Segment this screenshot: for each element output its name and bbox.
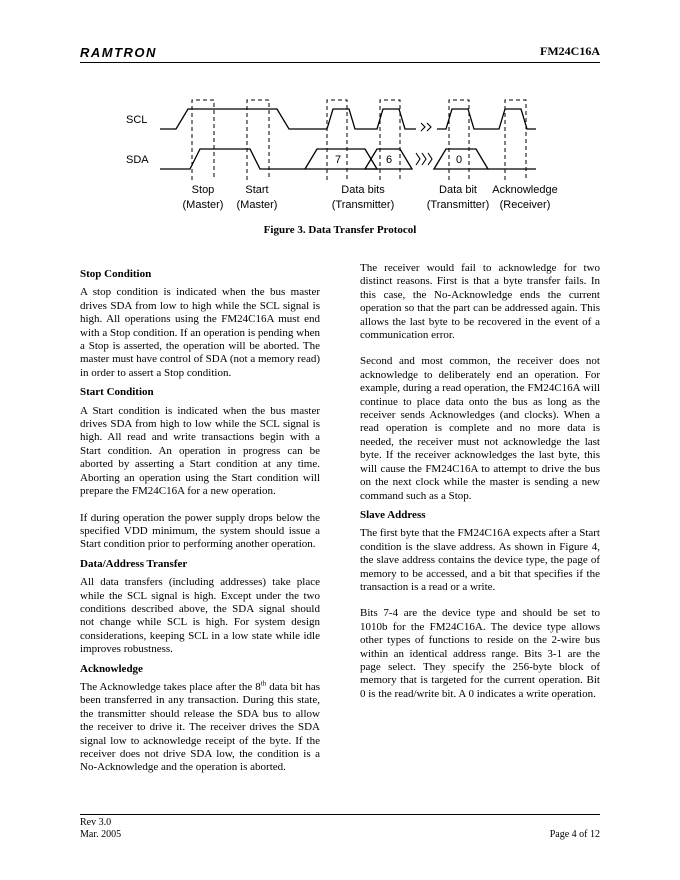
- sda-stop-start: [160, 149, 305, 169]
- databit-sublabel: (Transmitter): [426, 199, 490, 211]
- scl-break-mark: [421, 123, 425, 131]
- start-sublabel: (Master): [236, 199, 278, 211]
- power-supply-paragraph: If during operation the power supply drops below the specified VDD minimum, the system should issue a Start condition prior to performing another operation.: [80, 511, 320, 551]
- stop-condition-heading: Stop Condition: [80, 268, 152, 280]
- databit-label: Data bit: [439, 184, 477, 196]
- databit-guide: [449, 100, 469, 180]
- right-column: [360, 262, 600, 714]
- bit-6-label: 6: [385, 154, 393, 166]
- sda-break-mark: [416, 153, 420, 165]
- no-ack-deliberate-paragraph: Second and most common, the receiver does not acknowledge to deliberately end an operation. For example, during a read operation, the FM24C16A will continue to place data onto the bus as long as the receiver sends Acknowledges (and clocks). When a read operation is complete and no more data is needed, the receiver must not acknowledge the last byte. If the receiver acknowledges the last byte, this will cause the FM24C16A to attempt to drive the bus on the next clock while the master is sending a new command such as a Stop.: [360, 355, 600, 502]
- revision-text: Rev 3.0: [80, 817, 112, 828]
- acknowledge-paragraph: The Acknowledge takes place after the 8th data bit has been transferred in any transaction. During this state, the transmitter should release the SDA bus to allow the receiver to drive it. The receiver drives the SDA signal low to acknowledge receipt of the byte. If the receiver does not drive SDA low, the condition is a No-Acknowledge and the operation is aborted.: [80, 679, 320, 774]
- bit-7-label: 7: [334, 154, 342, 166]
- sda-label: SDA: [126, 154, 149, 166]
- footer-rule: [80, 814, 600, 815]
- ack-label: Acknowledge: [492, 184, 558, 196]
- start-guide: [247, 100, 269, 180]
- figure-caption: Figure 3. Data Transfer Protocol: [263, 224, 417, 236]
- bit-0-label: 0: [455, 154, 463, 166]
- scl-waveform-b: [437, 109, 536, 129]
- device-type-paragraph: Bits 7-4 are the device type and should be set to 1010b for the FM24C16A. The device type allows other types of functions to reside on the 2-wire bus within an identical address range. Bits 3-1 are the page select. They specify the 256-byte block of memory that is targeted for the current operation. Bit 0 is the read/write bit. A 0 indicates a write operation.: [360, 607, 600, 700]
- start-condition-paragraph: A Start condition is indicated when the bus master drives SDA from high to low while the SCL signal is high. All read and write transactions begin with a Start condition. An operation in progress can be aborted by asserting a Start condition at any time. Aborting an operation using the Start condition will prepare the FM24C16A for a new operation.: [80, 404, 320, 498]
- left-column: [80, 268, 320, 788]
- stop-condition-paragraph: A stop condition is indicated when the bus master drives SDA from low to high while the SCL signal is high. All operations using the FM24C16A must end with a Stop condition. If an operation is pending when a Stop is asserted, the operation will be aborted. The master must have control of SDA (not a memory read) in order to assert a Stop condition.: [80, 286, 320, 379]
- stop-label: Stop: [191, 184, 215, 196]
- data-transfer-heading: Data/Address Transfer: [80, 557, 188, 570]
- ack-guide: [505, 100, 526, 180]
- acknowledge-heading: Acknowledge: [80, 662, 143, 675]
- start-condition-heading: Start Condition: [80, 386, 154, 399]
- scl-label: SCL: [126, 114, 148, 126]
- slave-address-heading: Slave Address: [360, 508, 426, 521]
- databits-sublabel: (Transmitter): [331, 199, 395, 211]
- no-ack-reasons-paragraph: The receiver would fail to acknowledge for two distinct reasons. First is that a byte transfer fails. In this case, the No-Acknowledge ends the current operation so that the part can be addressed again. This allows the last byte to be recovered in the event of a communication error.: [360, 262, 600, 342]
- date-text: Mar. 2005: [80, 829, 122, 840]
- slave-address-paragraph: The first byte that the FM24C16A expects after a Start condition is the slave address. As shown in Figure 4, the slave address contains the device type, the page of memory to be accessed, and a bit that specifies if the transaction is a read or a write.: [360, 527, 600, 593]
- ramtron-logo: RAMTRON: [80, 45, 157, 60]
- databits-guide: [327, 100, 347, 180]
- data-transfer-protocol-diagram: [0, 0, 680, 222]
- part-number: FM24C16A: [540, 44, 600, 58]
- footer-revision: [80, 817, 121, 841]
- page-number: Page 4 of 12: [549, 829, 600, 840]
- data-transfer-paragraph: All data transfers (including addresses) take place while the SCL signal is high. Except under the two conditions described above, the SDA signal should not change while SCL is high. For system design considerations, keeping SCL in a low state while idle improves robustness.: [80, 576, 320, 656]
- scl-waveform-a: [160, 109, 416, 129]
- start-label: Start: [245, 184, 269, 196]
- stop-guide: [192, 100, 214, 180]
- databits-label: Data bits: [341, 184, 385, 196]
- stop-sublabel: (Master): [182, 199, 224, 211]
- ack-sublabel: (Receiver): [499, 199, 551, 211]
